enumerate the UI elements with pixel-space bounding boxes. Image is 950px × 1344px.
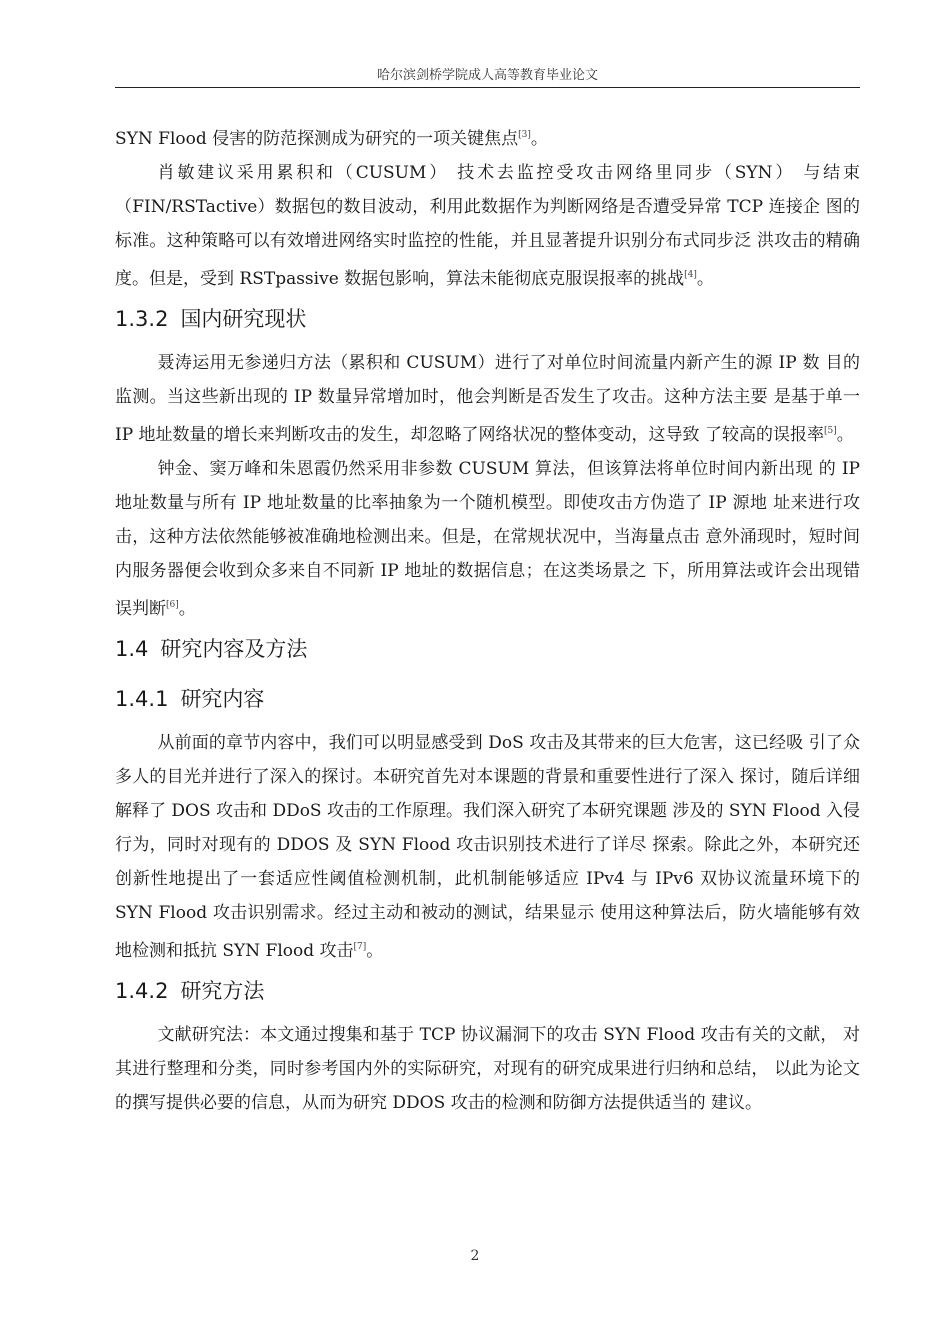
- paragraph-research-method: 文献研究法：本文通过搜集和基于 TCP 协议漏洞下的攻击 SYN Flood 攻击有关的文献， 对其进行整理和分类，同时参考国内外的实际研究，对现有的研究成果进行归纳和总结， 以此为论文的撰写提供必要的信息，从而为研究 DDOS 攻击的检测和防御方法提供适当的 建议。: [115, 1025, 860, 1113]
- page-body: [115, 118, 860, 1120]
- paragraph-xiao-min: 肖敏建议采用累积和（CUSUM） 技术去监控受攻击网络里同步（SYN） 与结束 （FIN/RSTactive）数据包的数目波动，利用此数据作为判断网络是否遭受异常 TCP 连接企 图的标准。这种策略可以有效增进网络实时监控的性能，并且显著提升识别分布式同步泛 洪攻击的精确度。但是，受到 RSTpassive 数据包影响，算法未能彻底克服误报率的挑战[4]。: [115, 163, 860, 289]
- citation-ref: [4]: [684, 270, 697, 280]
- header-divider: [115, 87, 860, 88]
- citation-ref: [5]: [823, 426, 837, 436]
- section-heading-1-3-2: 1.3.2 国内研究现状: [115, 307, 307, 331]
- paragraph-nie-tao: 聂涛运用无参递归方法（累积和 CUSUM）进行了对单位时间流量内新产生的源 IP 数 目的监测。当这些新出现的 IP 数量异常增加时，他会判断是否发生了攻击。这种方法主要 是基于单一 IP 地址数量的增长来判断攻击的发生，却忽略了网络状况的整体变动，这导致 了较高的误报率[5]。: [115, 353, 860, 445]
- paragraph-zhong-jin: 钟金、窦万峰和朱恩霞仍然采用非参数 CUSUM 算法，但该算法将单位时间内新出现 的 IP 地址数量与所有 IP 地址数量的比率抽象为一个随机模型。即使攻击方伪造了 IP 源地 址来进行攻击，这种方法依然能够被准确地检测出来。但是，在常规状况中，当海量点击 意外涌现时，短时间内服务器便会收到众多来自不同新 IP 地址的数据信息；在这类场景之 下，所用算法或许会出现错误判断[6]。: [115, 459, 860, 619]
- paragraph-research-content: 从前面的章节内容中，我们可以明显感受到 DoS 攻击及其带来的巨大危害，这已经吸 引了众多人的目光并进行了深入的探讨。本研究首先对本课题的背景和重要性进行了深入 探讨，随后详细解释了 DOS 攻击和 DDoS 攻击的工作原理。我们深入研究了本研究课题 涉及的 SYN Flood 入侵行为，同时对现有的 DDOS 及 SYN Flood 攻击识别技术进行了详尽 探索。除此之外，本研究还创新性地提出了一套适应性阈值检测机制，此机制能够适应 IPv4 与 IPv6 双协议流量环境下的 SYN Flood 攻击识别需求。经过主动和被动的测试，结果显示 使用这种算法后，防火墙能够有效地检测和抵抗 SYN Flood 攻击[7]。: [115, 733, 860, 961]
- running-header: 哈尔滨剑桥学院成人高等教育毕业论文: [376, 68, 598, 83]
- citation-ref: [3]: [518, 130, 531, 140]
- section-heading-1-4: 1.4 研究内容及方法: [115, 637, 308, 661]
- citation-ref: [6]: [166, 600, 179, 610]
- citation-ref: [7]: [353, 942, 367, 952]
- paragraph-continuation: SYN Flood 侵害的防范探测成为研究的一项关键焦点[3]。: [115, 129, 548, 149]
- section-heading-1-4-1: 1.4.1 研究内容: [115, 687, 265, 711]
- section-heading-1-4-2: 1.4.2 研究方法: [115, 979, 265, 1003]
- page-number: 2: [470, 1248, 480, 1264]
